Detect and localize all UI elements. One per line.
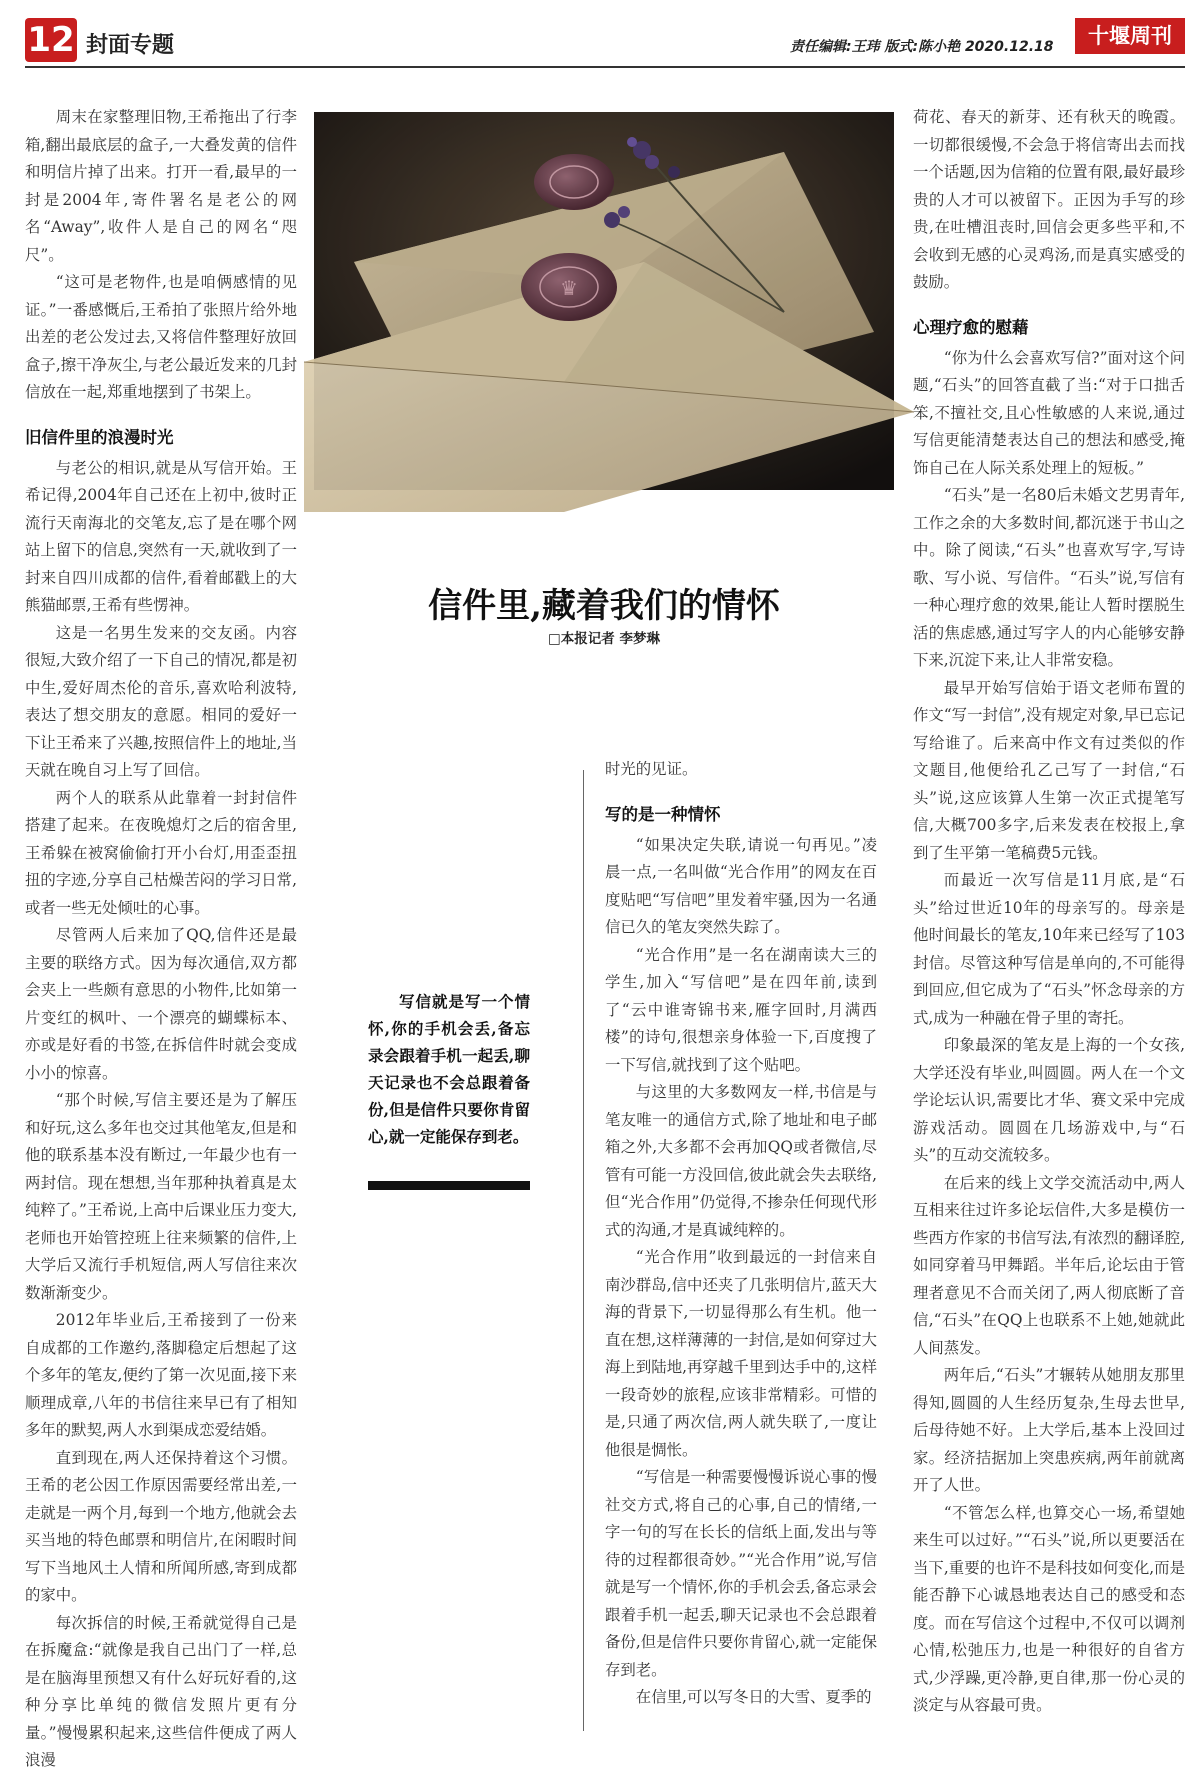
pull-quote-bar: [368, 1181, 530, 1190]
paragraph: 与这里的大多数网友一样,书信是与笔友唯一的通信方式,除了地址和电子邮箱之外,大多都不会再加QQ或者微信,尽管有可能一方没回信,彼此就会失去联络,但“光合作用”仍觉得,不掺杂任何现代形式的沟通,才是真诚纯粹的。: [605, 1083, 877, 1239]
cover-photo-envelopes: [314, 112, 894, 490]
paragraph: 2012年毕业后,王希接到了一份来自成都的工作邀约,落脚稳定后想起了这个多年的笔友,便约了第一次见面,接下来顺理成章,八年的书信往来早已有了相知多年的默契,两人水到渠成恋爱结婚。: [25, 1311, 297, 1439]
paragraph: 周末在家整理旧物,王希拖出了行李箱,翻出最底层的盒子,一大叠发黄的信件和明信片掉了出来。打开一看,最早的一封是2004年,寄件署名是老公的网名“Away”,收件人是自己的网名“咫尺”。: [25, 108, 297, 264]
section-title: 封面专题: [86, 33, 175, 58]
subheading: 心理疗愈的慰藉: [913, 317, 1029, 337]
svg-text:♛: ♛: [560, 276, 578, 300]
subheading: 写的是一种情怀: [605, 804, 721, 824]
paragraph: “如果决定失联,请说一句再见。”凌晨一点,一名叫做“光合作用”的网友在百度贴吧“写信吧”里发着牢骚,因为一名通信已久的笔友突然失踪了。: [605, 835, 877, 936]
paragraph: 每次拆信的时候,王希就觉得自己是在拆魔盒:“就像是我自己出门了一样,总是在脑海里预想又有什么好玩好看的,这种分享比单纯的微信发照片更有分量。”慢慢累积起来,这些信件便成了两人浪漫: [25, 1613, 297, 1769]
paragraph: “你为什么会喜欢写信?”面对这个问题,“石头”的回答直截了当:“对于口拙舌笨,不擅社交,且心性敏感的人来说,通过写信更能清楚表达自己的想法和感受,掩饰自己在人际关系处理上的短板。”: [913, 348, 1185, 477]
subheading: 旧信件里的浪漫时光: [25, 427, 174, 447]
paragraph: “光合作用”收到最远的一封信来自南沙群岛,信中还夹了几张明信片,蓝天大海的背景下,一切显得那么有生机。他一直在想,这样薄薄的一封信,是如何穿过大海上到陆地,再穿越千里到达手中的,这样一段奇妙的旅程,应该非常精彩。可惜的是,只通了两次信,两人就失联了,一度让他很是惆怅。: [605, 1248, 877, 1459]
paragraph: 最早开始写信始于语文老师布置的作文“写一封信”,没有规定对象,早已忘记写给谁了。后来高中作文有过类似的作文题目,他便给孔乙己写了一封信,“石头”说,这应该算人生第一次正式提笔写信,大概700多字,后来发表在校报上,拿到了生平第一笔稿费5元钱。: [913, 678, 1185, 862]
paragraph: 两年后,“石头”才辗转从她朋友那里得知,圆圆的人生经历复杂,生母去世早,后母待她不好。上大学后,基本上没回过家。经济拮据加上突患疾病,两年前就离开了人世。: [913, 1366, 1185, 1494]
paragraph: 与老公的相识,就是从写信开始。王希记得,2004年自己还在上初中,彼时正流行天南海北的交笔友,忘了是在哪个网站上留下的信息,突然有一天,就收到了一封来自四川成都的信件,看着邮戳上的大熊猫邮票,王希有些愣神。: [25, 458, 297, 614]
editor-credits: 责任编辑:王玮 版式:陈小艳 2020.12.18: [790, 39, 1054, 55]
paragraph: “写信是一种需要慢慢诉说心事的慢社交方式,将自己的心事,自己的情绪,一字一句的写在长长的信纸上面,发出与等待的过程都很奇妙。”“光合作用”说,写信就是写一个情怀,你的手机会丢,备忘录会跟着手机一起丢,聊天记录也不会总跟着备份,但是信件只要你肯留心,就一定能保存到老。: [605, 1468, 877, 1679]
paragraph: 尽管两人后来加了QQ,信件还是最主要的联络方式。因为每次通信,双方都会夹上一些颇有意思的小物件,比如第一片变红的枫叶、一个漂亮的蝴蝶标本、亦或是好看的书签,在拆信件时就会变成小小的惊喜。: [25, 926, 297, 1082]
column-divider: [583, 770, 584, 1731]
header-rule: [25, 66, 1185, 68]
paragraph: 直到现在,两人还保持着这个习惯。王希的老公因工作原因需要经常出差,一走就是一两个月,每到一个地方,他就会去买当地的特色邮票和明信片,在闲暇时间写下当地风土人情和所闻所感,寄到成都的家中。: [25, 1448, 297, 1604]
page-number: 12: [25, 18, 77, 62]
paragraph: “光合作用”是一名在湖南读大三的学生,加入“写信吧”是在四年前,读到了“云中谁寄锦书来,雁字回时,月满西楼”的诗句,很想亲身体验一下,百度搜了一下写信,就找到了这个贴吧。: [605, 945, 877, 1074]
article-headline: 信件里,藏着我们的情怀: [428, 586, 780, 626]
paragraph: 荷花、春天的新芽、还有秋天的晚霞。一切都很缓慢,不会急于将信寄出去而找一个话题,因为信箱的位置有限,最好最珍贵的人才可以被留下。正因为手写的珍贵,在吐槽沮丧时,回信会更多些平和,不会收到无感的心灵鸡汤,而是真实感受的鼓励。: [913, 108, 1185, 291]
article-column-3: [605, 756, 877, 1731]
masthead-logo: 十堰周刊: [1075, 18, 1185, 54]
paragraph: “不管怎么样,也算交心一场,希望她来生可以过好。”“石头”说,所以更要活在当下,重要的也许不是科技如何变化,而是能否静下心诚恳地表达自己的感受和态度。而在写信这个过程中,不仅可以调剂心情,松弛压力,也是一种很好的自省方式,少浮躁,更冷静,更自律,那一份心灵的淡定与从容最可贵。: [913, 1503, 1185, 1714]
paragraph: 时光的见证。: [605, 760, 698, 778]
paragraph: 这是一名男生发来的交友函。内容很短,大致介绍了一下自己的情况,都是初中生,爱好周杰伦的音乐,喜欢哈利波特,表达了想交朋友的意愿。相同的爱好一下让王希来了兴趣,按照信件上的地址,当天就在晚自习上写了回信。: [25, 623, 297, 779]
paragraph: “这可是老物件,也是咱俩感情的见证。”一番感慨后,王希拍了张照片给外地出差的老公发过去,又将信件整理好放回盒子,擦干净灰尘,与老公最近发来的几封信放在一起,郑重地摆到了书架上。: [25, 273, 297, 401]
paragraph: 两个人的联系从此靠着一封封信件搭建了起来。在夜晚熄灯之后的宿舍里,王希躲在被窝偷偷打开小台灯,用歪歪扭扭的字迹,分享自己枯燥苦闷的学习日常,或者一些无处倾吐的心事。: [25, 788, 297, 917]
pull-quote: [368, 988, 530, 1150]
page-header: [0, 0, 1200, 68]
envelope-illustration: [314, 112, 894, 490]
paragraph: 而最近一次写信是11月底,是“石头”给过世近10年的母亲写的。母亲是他时间最长的笔友,10年来已经写了103封信。尽管这种写信是单向的,不可能得到回应,但它成为了“石头”怀念母亲的方式,成为一种融在骨子里的寄托。: [913, 871, 1185, 1027]
paragraph: 在后来的线上文学交流活动中,两人互相来往过许多论坛信件,大多是模仿一些西方作家的书信写法,有浓烈的翻译腔,如同穿着马甲舞蹈。半年后,论坛由于管理者意见不合而关闭了,两人彻底断了音信,“石头”在QQ上也联系不上她,她就此人间蒸发。: [913, 1173, 1185, 1357]
pull-quote-text: 写信就是写一个情怀,你的手机会丢,备忘录会跟着手机一起丢,聊天记录也不会总跟着备份,但是信件只要你肯留心,就一定能保存到老。: [368, 992, 530, 1146]
article-byline: □本报记者 李梦琳: [548, 631, 660, 647]
paragraph: “那个时候,写信主要还是为了解压和好玩,这么多年也交过其他笔友,但是和他的联系基本没有断过,一年最少也有一两封信。现在想想,当年那种执着真是太纯粹了。”王希说,上高中后课业压力变大,老师也开始管控班上往来频繁的信件,上大学后又流行手机短信,两人写信往来次数渐渐变少。: [25, 1091, 297, 1302]
paragraph: 在信里,可以写冬日的大雪、夏季的: [635, 1688, 872, 1706]
article-column-4: [913, 104, 1185, 1731]
paragraph: 印象最深的笔友是上海的一个女孩,大学还没有毕业,叫圆圆。两人在一个文学论坛认识,需要比才华、赛文采中完成游戏活动。圆圆在几场游戏中,与“石头”的互动交流较多。: [913, 1036, 1185, 1164]
article-column-1: [25, 104, 297, 1769]
paragraph: “石头”是一名80后未婚文艺男青年,工作之余的大多数时间,都沉迷于书山之中。除了阅读,“石头”也喜欢写字,写诗歌、写小说、写信件。“石头”说,写信有一种心理疗愈的效果,能让人暂时摆脱生活的焦虑感,通过写字人的内心能够安静下来,沉淀下来,让人非常安稳。: [913, 486, 1185, 669]
